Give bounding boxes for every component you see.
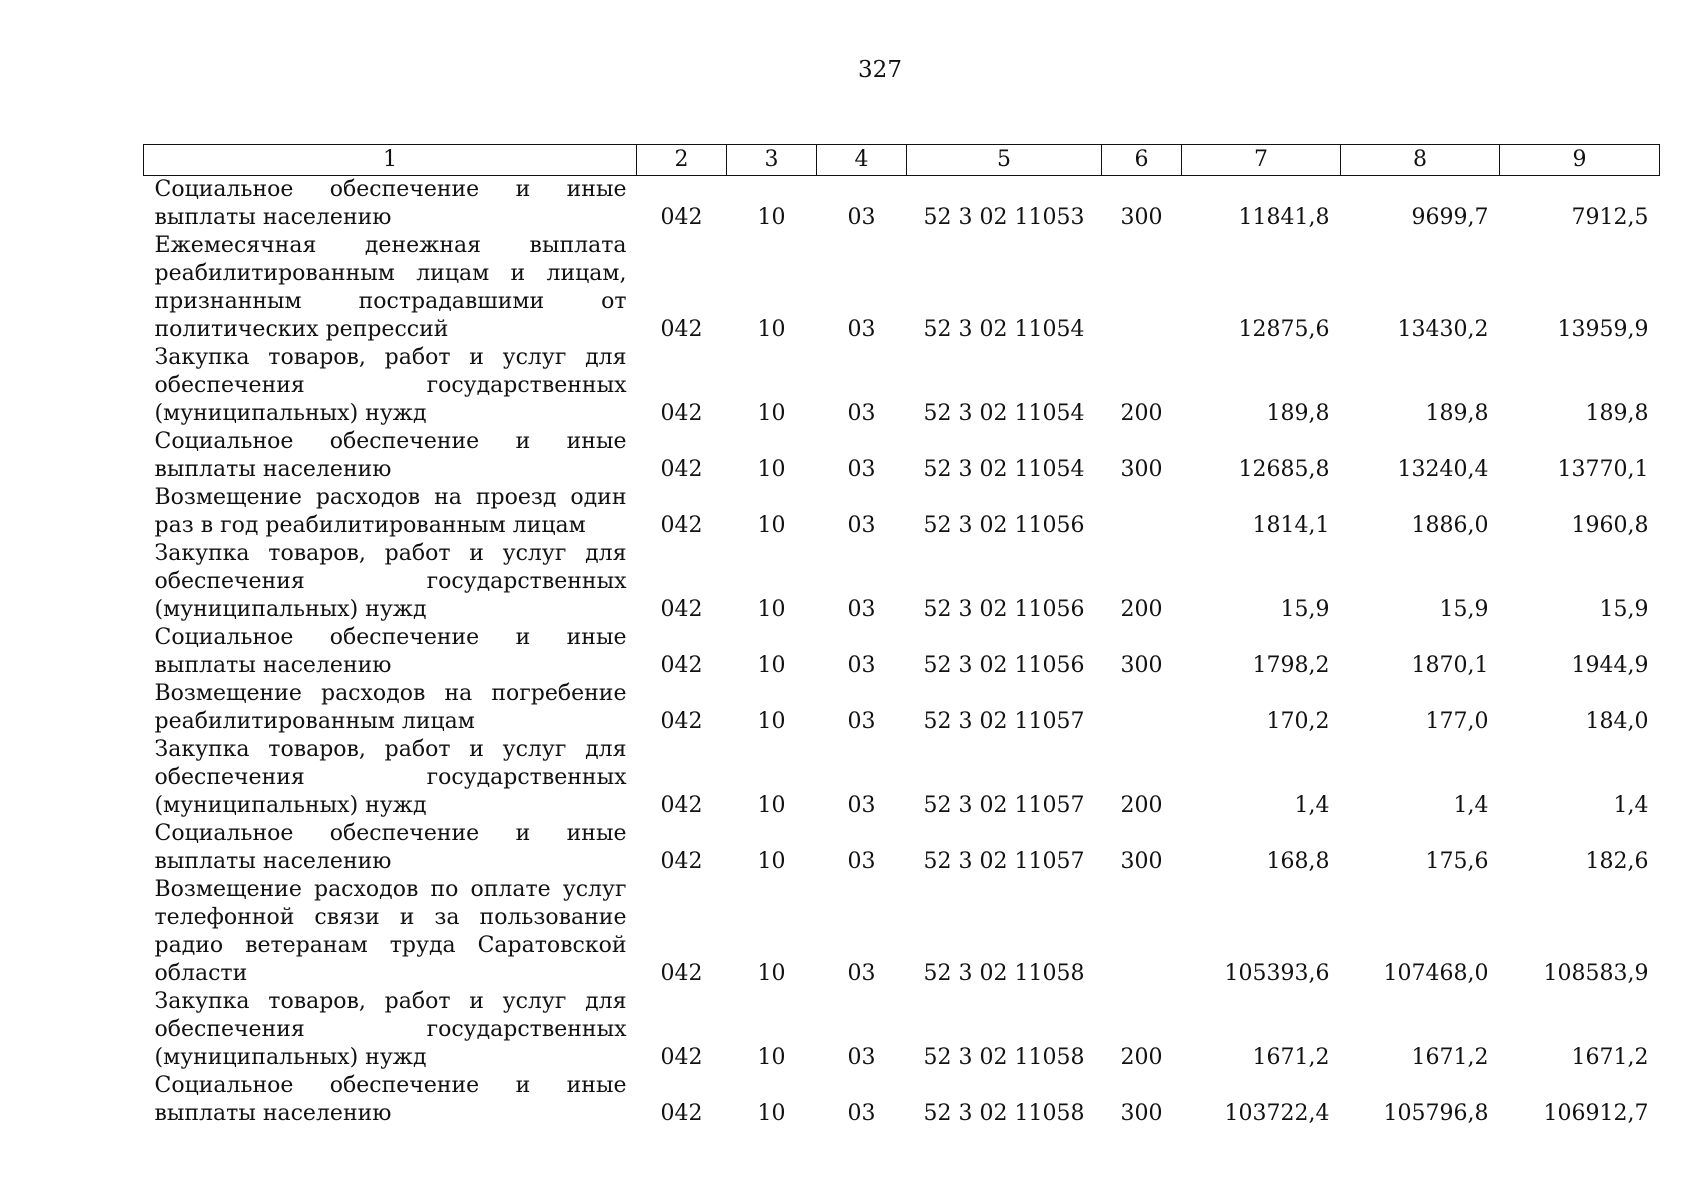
subsection-code: 03 bbox=[847, 205, 876, 230]
column-header-2: 2 bbox=[637, 145, 727, 176]
section-code: 10 bbox=[757, 457, 786, 482]
amount-col8: 175,6 bbox=[1425, 849, 1489, 874]
amount-col9: 189,8 bbox=[1585, 401, 1649, 426]
row-name: Закупка товаров, работ и услуг для обеспечения государственных (муниципальных) нужд bbox=[154, 345, 627, 426]
admin-code: 042 bbox=[660, 961, 703, 986]
target-code: 52 3 02 11056 bbox=[923, 653, 1085, 678]
amount-col8: 107468,0 bbox=[1383, 961, 1489, 986]
amount-col8: 9699,7 bbox=[1411, 205, 1489, 230]
expense-type: 300 bbox=[1120, 205, 1163, 230]
amount-col9: 106912,7 bbox=[1543, 1101, 1649, 1126]
section-code: 10 bbox=[757, 317, 786, 342]
amount-col7: 15,9 bbox=[1280, 597, 1330, 622]
target-code: 52 3 02 11053 bbox=[923, 205, 1085, 230]
page-number: 327 bbox=[858, 57, 902, 83]
admin-code: 042 bbox=[660, 597, 703, 622]
amount-col8: 1671,2 bbox=[1411, 1045, 1489, 1070]
amount-col9: 184,0 bbox=[1585, 709, 1649, 734]
column-header-9: 9 bbox=[1500, 145, 1660, 176]
table-row bbox=[144, 540, 1660, 624]
admin-code: 042 bbox=[660, 653, 703, 678]
amount-col7: 11841,8 bbox=[1238, 205, 1330, 230]
row-name: Возмещение расходов на погребение реабилитированным лицам bbox=[154, 681, 627, 734]
amount-col7: 1798,2 bbox=[1252, 653, 1330, 678]
subsection-code: 03 bbox=[847, 793, 876, 818]
section-code: 10 bbox=[757, 1101, 786, 1126]
target-code: 52 3 02 11056 bbox=[923, 513, 1085, 538]
subsection-code: 03 bbox=[847, 597, 876, 622]
amount-col9: 13770,1 bbox=[1557, 457, 1649, 482]
amount-col8: 1,4 bbox=[1453, 793, 1489, 818]
admin-code: 042 bbox=[660, 401, 703, 426]
subsection-code: 03 bbox=[847, 1045, 876, 1070]
table-row bbox=[144, 484, 1660, 540]
row-name: Социальное обеспечение и иные выплаты населению bbox=[154, 1073, 627, 1126]
row-name: Социальное обеспечение и иные выплаты населению bbox=[154, 821, 627, 874]
table-row bbox=[144, 736, 1660, 820]
table-row bbox=[144, 428, 1660, 484]
amount-col7: 1,4 bbox=[1294, 793, 1330, 818]
section-code: 10 bbox=[757, 401, 786, 426]
row-name: Возмещение расходов на проезд один раз в год реабилитированным лицам bbox=[154, 485, 627, 538]
table-row bbox=[144, 988, 1660, 1072]
subsection-code: 03 bbox=[847, 317, 876, 342]
admin-code: 042 bbox=[660, 709, 703, 734]
admin-code: 042 bbox=[660, 457, 703, 482]
section-code: 10 bbox=[757, 205, 786, 230]
subsection-code: 03 bbox=[847, 457, 876, 482]
target-code: 52 3 02 11057 bbox=[923, 849, 1085, 874]
table-row bbox=[144, 624, 1660, 680]
admin-code: 042 bbox=[660, 317, 703, 342]
target-code: 52 3 02 11054 bbox=[923, 457, 1085, 482]
expense-type bbox=[1102, 232, 1182, 344]
admin-code: 042 bbox=[660, 1101, 703, 1126]
expense-type bbox=[1102, 484, 1182, 540]
expense-type: 200 bbox=[1120, 401, 1163, 426]
amount-col8: 1870,1 bbox=[1411, 653, 1489, 678]
row-name: Закупка товаров, работ и услуг для обеспечения государственных (муниципальных) нужд bbox=[154, 737, 627, 818]
section-code: 10 bbox=[757, 1045, 786, 1070]
amount-col8: 105796,8 bbox=[1383, 1101, 1489, 1126]
target-code: 52 3 02 11054 bbox=[923, 317, 1085, 342]
subsection-code: 03 bbox=[847, 653, 876, 678]
column-header-4: 4 bbox=[817, 145, 907, 176]
table-row bbox=[144, 344, 1660, 428]
row-name: Закупка товаров, работ и услуг для обеспечения государственных (муниципальных) нужд bbox=[154, 989, 627, 1070]
amount-col7: 168,8 bbox=[1266, 849, 1330, 874]
subsection-code: 03 bbox=[847, 709, 876, 734]
amount-col7: 103722,4 bbox=[1224, 1101, 1330, 1126]
expense-type: 200 bbox=[1120, 1045, 1163, 1070]
amount-col7: 189,8 bbox=[1266, 401, 1330, 426]
expense-type: 300 bbox=[1120, 457, 1163, 482]
subsection-code: 03 bbox=[847, 513, 876, 538]
section-code: 10 bbox=[757, 793, 786, 818]
amount-col9: 1671,2 bbox=[1571, 1045, 1649, 1070]
amount-col9: 182,6 bbox=[1585, 849, 1649, 874]
admin-code: 042 bbox=[660, 205, 703, 230]
amount-col8: 1886,0 bbox=[1411, 513, 1489, 538]
target-code: 52 3 02 11058 bbox=[923, 1045, 1085, 1070]
column-header-8: 8 bbox=[1341, 145, 1500, 176]
row-name: Социальное обеспечение и иные выплаты населению bbox=[154, 429, 627, 482]
section-code: 10 bbox=[757, 597, 786, 622]
amount-col7: 12685,8 bbox=[1238, 457, 1330, 482]
section-code: 10 bbox=[757, 849, 786, 874]
amount-col7: 1671,2 bbox=[1252, 1045, 1330, 1070]
amount-col7: 105393,6 bbox=[1224, 961, 1330, 986]
amount-col9: 13959,9 bbox=[1557, 317, 1649, 342]
subsection-code: 03 bbox=[847, 401, 876, 426]
subsection-code: 03 bbox=[847, 961, 876, 986]
table-row bbox=[144, 680, 1660, 736]
column-header-6: 6 bbox=[1102, 145, 1182, 176]
row-name: Ежемесячная денежная выплата реабилитированным лицам и лицам, признанным пострадавшими от политических репрессий bbox=[154, 233, 627, 342]
amount-col8: 13240,4 bbox=[1397, 457, 1489, 482]
amount-col7: 1814,1 bbox=[1252, 513, 1330, 538]
expense-type: 200 bbox=[1120, 793, 1163, 818]
expense-type: 300 bbox=[1120, 653, 1163, 678]
admin-code: 042 bbox=[660, 849, 703, 874]
subsection-code: 03 bbox=[847, 849, 876, 874]
amount-col7: 12875,6 bbox=[1238, 317, 1330, 342]
target-code: 52 3 02 11054 bbox=[923, 401, 1085, 426]
subsection-code: 03 bbox=[847, 1101, 876, 1126]
column-header-7: 7 bbox=[1182, 145, 1341, 176]
row-name: Закупка товаров, работ и услуг для обеспечения государственных (муниципальных) нужд bbox=[154, 541, 627, 622]
amount-col8: 177,0 bbox=[1425, 709, 1489, 734]
expense-type: 200 bbox=[1120, 597, 1163, 622]
column-header-3: 3 bbox=[727, 145, 817, 176]
section-code: 10 bbox=[757, 709, 786, 734]
amount-col9: 7912,5 bbox=[1571, 205, 1649, 230]
admin-code: 042 bbox=[660, 1045, 703, 1070]
section-code: 10 bbox=[757, 513, 786, 538]
amount-col8: 15,9 bbox=[1439, 597, 1489, 622]
amount-col8: 13430,2 bbox=[1397, 317, 1489, 342]
amount-col9: 1960,8 bbox=[1571, 513, 1649, 538]
amount-col7: 170,2 bbox=[1266, 709, 1330, 734]
section-code: 10 bbox=[757, 961, 786, 986]
target-code: 52 3 02 11058 bbox=[923, 961, 1085, 986]
table-row bbox=[144, 876, 1660, 988]
target-code: 52 3 02 11056 bbox=[923, 597, 1085, 622]
expense-type bbox=[1102, 876, 1182, 988]
expense-type: 300 bbox=[1120, 849, 1163, 874]
amount-col9: 108583,9 bbox=[1543, 961, 1649, 986]
table-row bbox=[144, 176, 1660, 233]
header-row bbox=[144, 145, 1660, 176]
amount-col9: 1,4 bbox=[1613, 793, 1649, 818]
row-name: Социальное обеспечение и иные выплаты населению bbox=[154, 625, 627, 678]
target-code: 52 3 02 11057 bbox=[923, 709, 1085, 734]
expense-type: 300 bbox=[1120, 1101, 1163, 1126]
column-header-1: 1 bbox=[144, 145, 637, 176]
row-name: Возмещение расходов по оплате услуг телефонной связи и за пользование радио ветеранам труда Саратовской области bbox=[154, 877, 627, 986]
amount-col8: 189,8 bbox=[1425, 401, 1489, 426]
table-row bbox=[144, 1072, 1660, 1128]
column-header-5: 5 bbox=[907, 145, 1102, 176]
admin-code: 042 bbox=[660, 513, 703, 538]
target-code: 52 3 02 11058 bbox=[923, 1101, 1085, 1126]
target-code: 52 3 02 11057 bbox=[923, 793, 1085, 818]
amount-col9: 1944,9 bbox=[1571, 653, 1649, 678]
expense-type bbox=[1102, 680, 1182, 736]
table-row bbox=[144, 820, 1660, 876]
row-name: Социальное обеспечение и иные выплаты населению bbox=[154, 177, 627, 230]
table-row bbox=[144, 232, 1660, 344]
admin-code: 042 bbox=[660, 793, 703, 818]
budget-table bbox=[143, 144, 1660, 1128]
section-code: 10 bbox=[757, 653, 786, 678]
amount-col9: 15,9 bbox=[1599, 597, 1649, 622]
